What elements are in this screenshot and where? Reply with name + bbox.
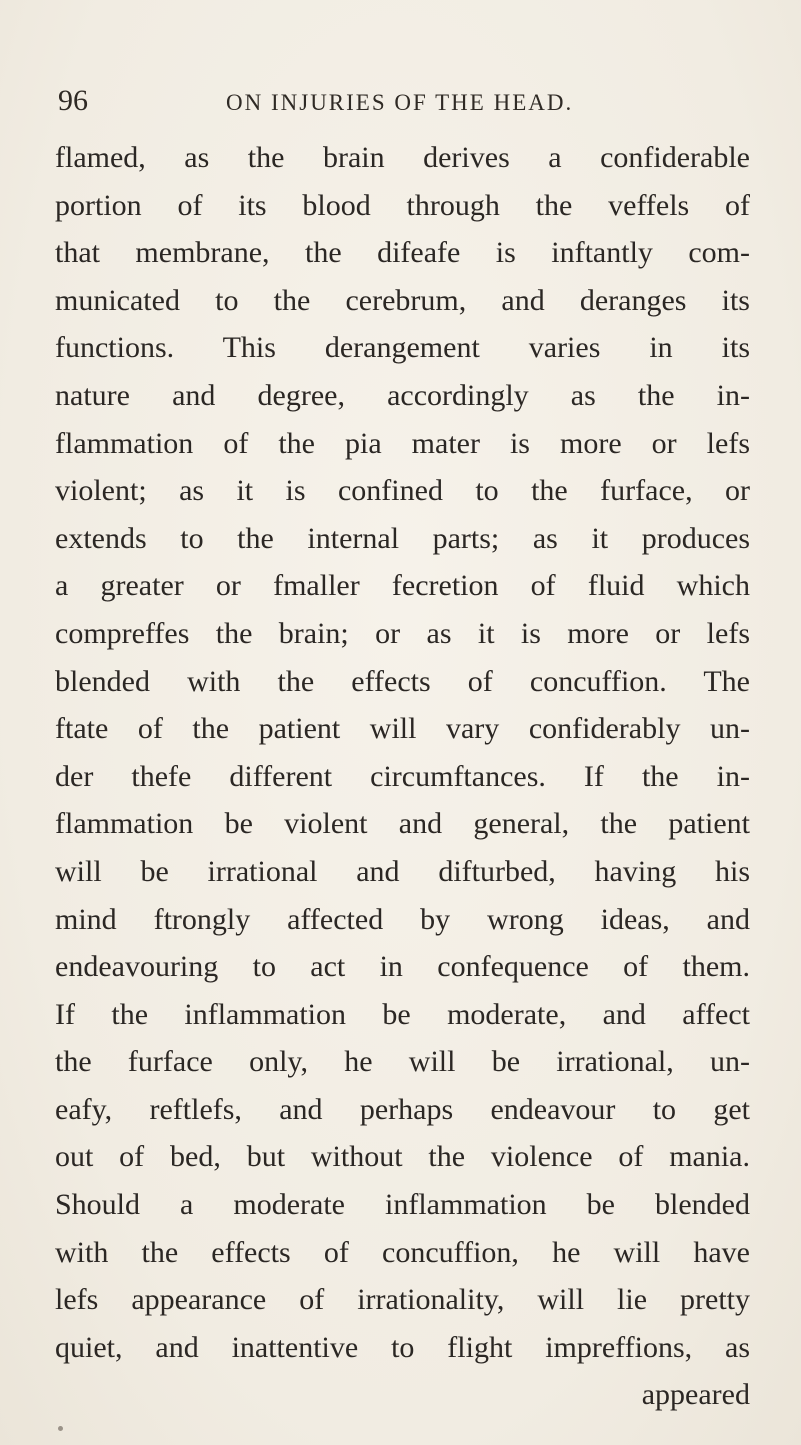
text-line: Should a moderate inflammation be blended	[55, 1188, 750, 1222]
running-head	[58, 84, 748, 124]
text-line: extends to the internal parts; as it produces	[55, 521, 750, 555]
text-line: endeavouring to act in confequence of them.	[55, 950, 750, 984]
running-title: ON INJURIES OF THE HEAD.	[226, 90, 574, 115]
text-line: If the inflammation be moderate, and affect	[55, 997, 750, 1031]
text-line: flammation of the pia mater is more or lefs	[55, 426, 750, 460]
text-line: eafy, reftlefs, and perhaps endeavour to get	[55, 1092, 750, 1126]
text-line: portion of its blood through the veffels of	[55, 188, 750, 222]
text-line: the furface only, he will be irrational, un-	[55, 1045, 750, 1079]
text-line: municated to the cerebrum, and deranges its	[55, 283, 750, 317]
text-line: compreffes the brain; or as it is more or lefs	[55, 616, 750, 650]
text-line: violent; as it is confined to the furface, or	[55, 474, 750, 508]
text-line: will be irrational and difturbed, having his	[55, 854, 750, 888]
text-line: nature and degree, accordingly as the in-	[55, 378, 750, 412]
text-line: flamed, as the brain derives a confiderable	[55, 141, 750, 174]
text-line: mind ftrongly affected by wrong ideas, and	[55, 902, 750, 936]
page-number: 96	[58, 84, 88, 117]
text-line: der thefe different circumftances. If the in-	[55, 759, 750, 793]
catchword: appeared	[641, 1378, 750, 1412]
text-line: lefs appearance of irrationality, will lie pretty	[55, 1283, 750, 1317]
text-line: out of bed, but without the violence of mania.	[55, 1140, 750, 1174]
body-text	[55, 134, 750, 1419]
text-line: blended with the effects of concuffion. The	[55, 664, 750, 698]
paper-speck	[58, 1426, 63, 1431]
text-line: that membrane, the difeafe is inftantly com-	[55, 236, 750, 270]
text-line: ftate of the patient will vary confiderably un-	[55, 712, 750, 746]
text-line: functions. This derangement varies in its	[55, 331, 750, 365]
text-line: a greater or fmaller fecretion of fluid which	[55, 569, 750, 603]
text-line: with the effects of concuffion, he will have	[55, 1235, 750, 1269]
text-line: flammation be violent and general, the patient	[55, 807, 750, 841]
text-line: quiet, and inattentive to flight impreffions, as	[55, 1330, 750, 1364]
